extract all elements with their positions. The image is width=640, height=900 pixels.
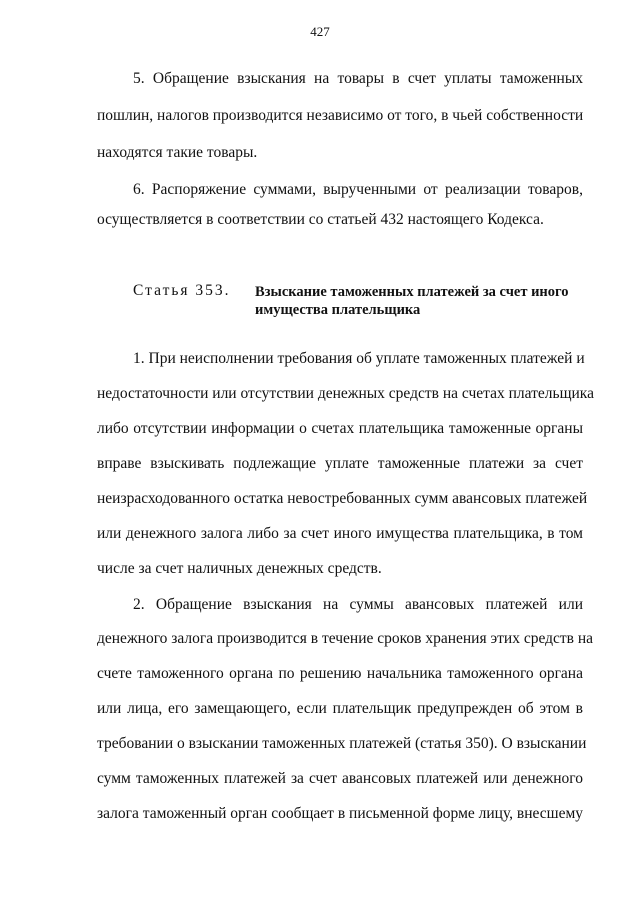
paragraph-1-line: или денежного залога либо за счет иного имущества плательщика, в том xyxy=(97,525,583,542)
paragraph-1-line: либо отсутствии информации о счетах плательщика таможенные органы xyxy=(97,420,583,437)
paragraph-2-line: 2. Обращение взыскания на суммы авансовых платежей или xyxy=(133,596,583,613)
paragraph-2-line: или лица, его замещающего, если плательщик предупрежден об этом в xyxy=(97,700,583,717)
paragraph-1-line: числе за счет наличных денежных средств. xyxy=(97,560,382,577)
paragraph-2-line: требовании о взыскании таможенных платежей (статья 350). О взыскании xyxy=(97,735,587,752)
paragraph-1-line: недостаточности или отсутствии денежных средств на счетах плательщика xyxy=(97,385,594,402)
page-number: 427 xyxy=(310,24,330,39)
article-title-line: Взыскание таможенных платежей за счет иного xyxy=(255,284,569,300)
paragraph-2-line: сумм таможенных платежей за счет авансовых платежей или денежного xyxy=(97,770,583,787)
paragraph-2-line: залога таможенный орган сообщает в письменной форме лицу, внесшему xyxy=(97,805,584,822)
paragraph-2-line: денежного залога производится в течение сроков хранения этих средств на xyxy=(97,630,594,647)
paragraph-6-line: 6. Распоряжение суммами, вырученными от реализации товаров, xyxy=(133,181,583,198)
paragraph-1-line: неизрасходованного остатка невостребованных сумм авансовых платежей xyxy=(97,490,588,507)
paragraph-5-line: пошлин, налогов производится независимо от того, в чьей собственности xyxy=(97,107,584,124)
article-label: Статья 353. xyxy=(133,282,231,299)
paragraph-5-line: 5. Обращение взыскания на товары в счет уплаты таможенных xyxy=(133,70,583,87)
paragraph-2-line: счете таможенного органа по решению начальника таможенного органа xyxy=(97,665,583,682)
paragraph-1-line: 1. При неисполнении требования об уплате таможенных платежей и xyxy=(133,350,585,367)
article-title-line: имущества плательщика xyxy=(255,302,421,318)
paragraph-1-line: вправе взыскивать подлежащие уплате таможенные платежи за счет xyxy=(97,455,583,472)
paragraph-6-line: осуществляется в соответствии со статьей 432 настоящего Кодекса. xyxy=(97,211,544,228)
paragraph-5-line: находятся такие товары. xyxy=(97,144,258,161)
